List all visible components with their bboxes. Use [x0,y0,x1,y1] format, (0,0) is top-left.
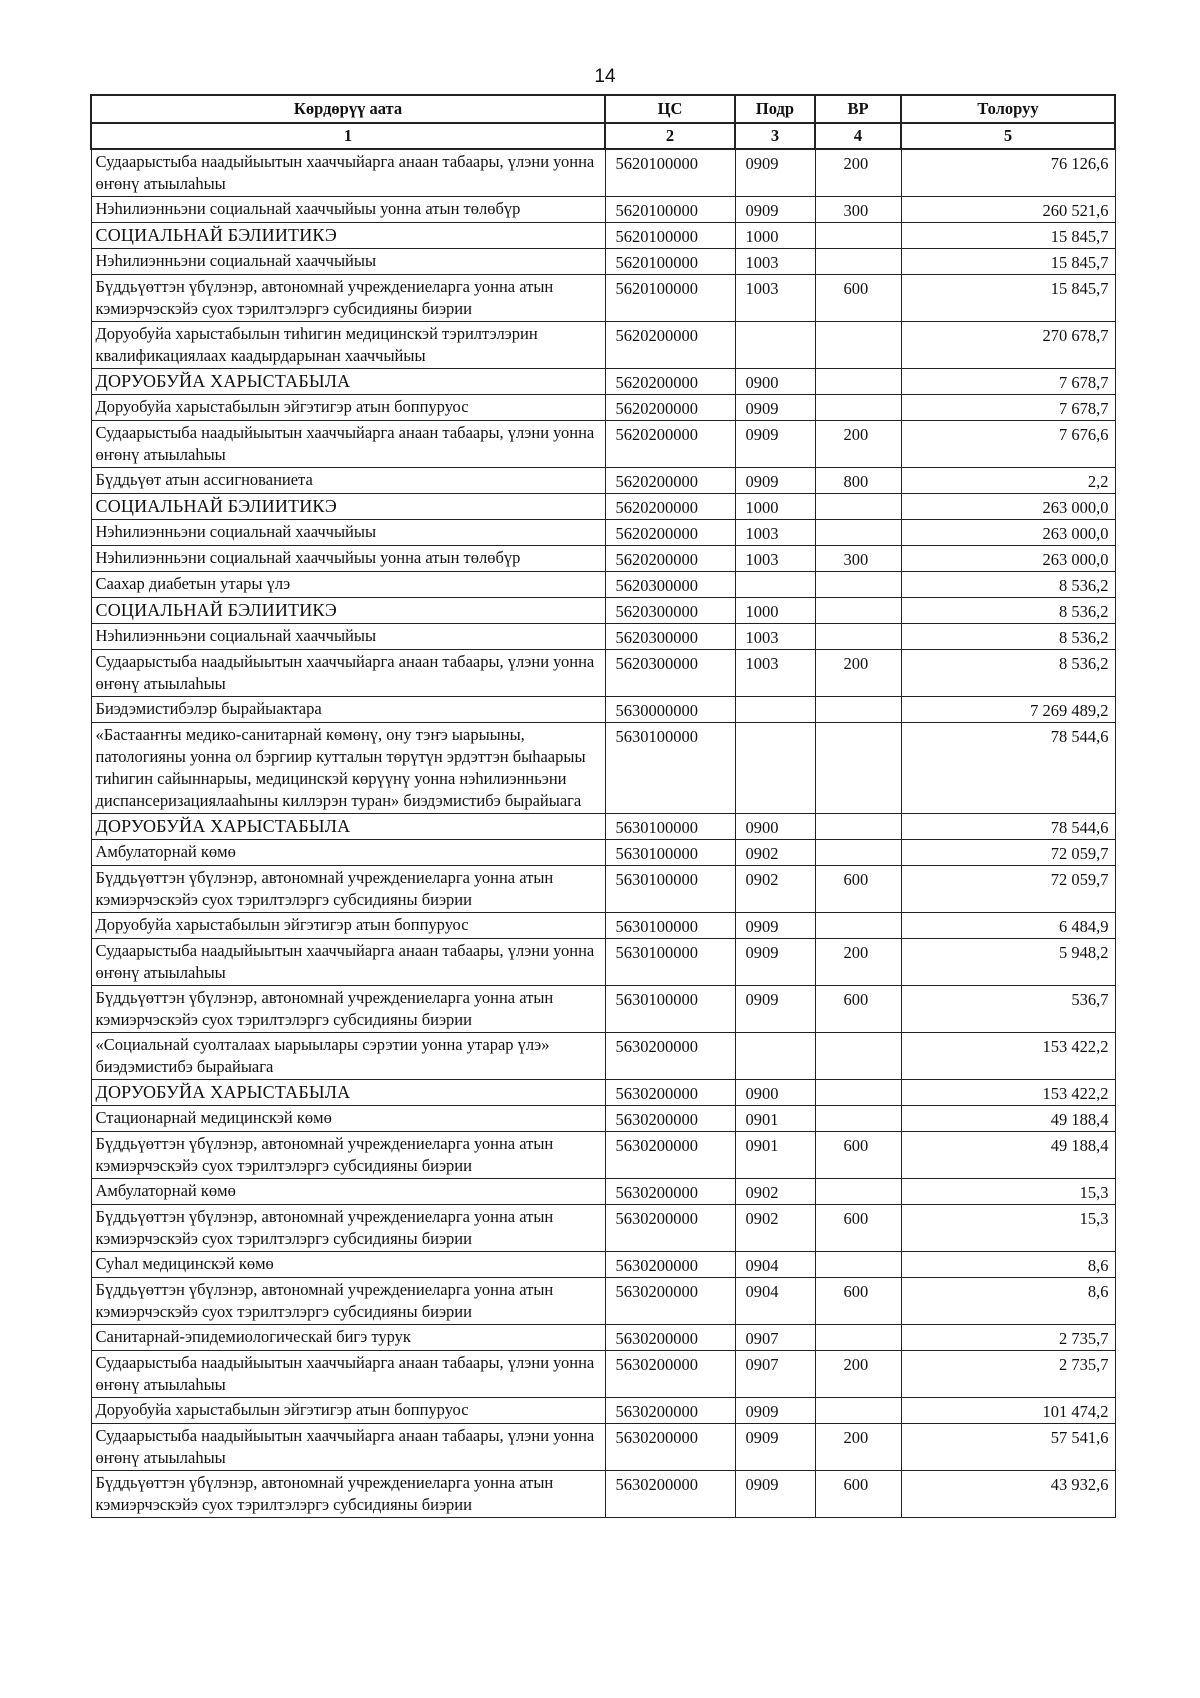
row-vr-cell: 300 [815,546,901,572]
row-name-cell: Судаарыстыба наадыйыытын хааччыйарга анаан табаары, үлэни уонна өҥөнү атыылаһыы [91,1424,605,1471]
row-podr-cell: 1003 [735,624,815,650]
row-name-cell: ДОРУОБУЙА ХАРЫСТАБЫЛА [91,1080,605,1106]
table-body [91,149,1115,1518]
row-total-cell: 72 059,7 [901,840,1115,866]
row-name-cell: ДОРУОБУЙА ХАРЫСТАБЫЛА [91,369,605,395]
table-row [91,723,1115,814]
row-podr-cell: 1000 [735,494,815,520]
row-total-cell: 15,3 [901,1205,1115,1252]
table-row [91,546,1115,572]
row-vr-cell [815,1033,901,1080]
row-podr-cell: 0909 [735,913,815,939]
row-name-cell: Амбулаторнай көмө [91,1179,605,1205]
row-total-cell: 8,6 [901,1278,1115,1325]
row-cs-cell: 5620100000 [605,197,735,223]
row-total-cell: 263 000,0 [901,546,1115,572]
row-cs-cell: 5630000000 [605,697,735,723]
row-podr-cell: 0900 [735,369,815,395]
row-cs-cell: 5620300000 [605,598,735,624]
table-row [91,986,1115,1033]
row-total-cell: 49 188,4 [901,1106,1115,1132]
row-name-cell: СОЦИАЛЬНАЙ БЭЛИИТИКЭ [91,598,605,624]
table-row [91,697,1115,723]
table-row [91,913,1115,939]
row-cs-cell: 5630200000 [605,1398,735,1424]
row-cs-cell: 5630200000 [605,1471,735,1518]
row-name-cell: Судаарыстыба наадыйыытын хааччыйарга анаан табаары, үлэни уонна өҥөнү атыылаһыы [91,421,605,468]
page-number: 14 [594,66,616,87]
row-cs-cell: 5620200000 [605,546,735,572]
row-cs-cell: 5630200000 [605,1080,735,1106]
row-vr-cell: 300 [815,197,901,223]
table-row [91,650,1115,697]
row-total-cell: 7 678,7 [901,369,1115,395]
row-vr-cell [815,697,901,723]
row-total-cell: 2,2 [901,468,1115,494]
row-cs-cell: 5620100000 [605,249,735,275]
row-cs-cell: 5620200000 [605,421,735,468]
row-name-cell: Нэһилиэнньэни социальнай хааччыйыы уонна атын төлөбүр [91,546,605,572]
row-total-cell: 8 536,2 [901,650,1115,697]
header-total: Толоруу [901,95,1115,123]
row-vr-cell [815,624,901,650]
row-total-cell: 15,3 [901,1179,1115,1205]
row-name-cell: Суһал медицинскэй көмө [91,1252,605,1278]
row-podr-cell: 0909 [735,395,815,421]
row-name-cell: «Бастааҥҥы медико-санитарнай көмөнү, ону тэҥэ ыарыыны, патологияны уонна ол бэргиир кутталын төрүтүн эрдэттэн быһаарыы тиһигин сайыннарыы, медицинскэй көрүүнү уонна нэһилиэнньэни диспансеризациялааһыны киллэрэн туран» биэдэмистибэ бырайыага [91,723,605,814]
column-number: 3 [735,123,815,149]
row-cs-cell: 5630200000 [605,1252,735,1278]
table-row [91,840,1115,866]
row-vr-cell [815,1325,901,1351]
row-vr-cell [815,840,901,866]
row-vr-cell [815,322,901,369]
row-vr-cell: 600 [815,1278,901,1325]
row-cs-cell: 5630100000 [605,986,735,1033]
row-vr-cell: 600 [815,986,901,1033]
row-vr-cell: 200 [815,421,901,468]
row-name-cell: Нэһилиэнньэни социальнай хааччыйыы [91,624,605,650]
header-vr: ВР [815,95,901,123]
row-podr-cell: 0909 [735,197,815,223]
row-total-cell: 15 845,7 [901,223,1115,249]
row-name-cell: Бүддьүөттэн үбүлэнэр, автономнай учреждениеларга уонна атын кэмиэрчэскэйэ суох тэрилтэлэргэ субсидияны биэрии [91,1471,605,1518]
row-vr-cell: 200 [815,650,901,697]
row-vr-cell: 600 [815,866,901,913]
row-vr-cell: 200 [815,149,901,197]
row-podr-cell: 0909 [735,468,815,494]
table-row [91,1325,1115,1351]
row-name-cell: ДОРУОБУЙА ХАРЫСТАБЫЛА [91,814,605,840]
row-vr-cell [815,494,901,520]
row-vr-cell [815,1106,901,1132]
column-number-row [91,123,1115,149]
row-vr-cell [815,598,901,624]
row-cs-cell: 5620300000 [605,624,735,650]
header-name: Көрдөрүү аата [91,95,605,123]
table-row [91,468,1115,494]
row-cs-cell: 5620300000 [605,650,735,697]
row-total-cell: 6 484,9 [901,913,1115,939]
row-podr-cell: 1000 [735,598,815,624]
row-total-cell: 15 845,7 [901,275,1115,322]
row-cs-cell: 5630200000 [605,1278,735,1325]
row-name-cell: Бүддьүөттэн үбүлэнэр, автономнай учреждениеларга уонна атын кэмиэрчэскэйэ суох тэрилтэлэргэ субсидияны биэрии [91,986,605,1033]
row-vr-cell [815,1252,901,1278]
row-vr-cell: 600 [815,1205,901,1252]
row-podr-cell: 0907 [735,1351,815,1398]
row-name-cell: Нэһилиэнньэни социальнай хааччыйыы [91,249,605,275]
table-row [91,149,1115,197]
table-row [91,1252,1115,1278]
row-cs-cell: 5620200000 [605,395,735,421]
row-total-cell: 8 536,2 [901,624,1115,650]
row-name-cell: Судаарыстыба наадыйыытын хааччыйарга анаан табаары, үлэни уонна өҥөнү атыылаһыы [91,149,605,197]
table-row [91,1179,1115,1205]
row-vr-cell [815,520,901,546]
table-row [91,520,1115,546]
row-name-cell: Доруобуйа харыстабылын эйгэтигэр атын боппуруос [91,1398,605,1424]
row-podr-cell: 0902 [735,840,815,866]
row-cs-cell: 5630100000 [605,814,735,840]
row-name-cell: Амбулаторнай көмө [91,840,605,866]
row-cs-cell: 5620100000 [605,223,735,249]
row-vr-cell: 600 [815,1132,901,1179]
row-name-cell: Бүддьүөттэн үбүлэнэр, автономнай учреждениеларга уонна атын кэмиэрчэскэйэ суох тэрилтэлэргэ субсидияны биэрии [91,1205,605,1252]
table-row [91,1398,1115,1424]
row-total-cell: 7 269 489,2 [901,697,1115,723]
table-row [91,1080,1115,1106]
table-row [91,1278,1115,1325]
row-cs-cell: 5620300000 [605,572,735,598]
table-row [91,572,1115,598]
table-row [91,814,1115,840]
row-podr-cell [735,697,815,723]
row-podr-cell: 0902 [735,1205,815,1252]
table-row [91,223,1115,249]
row-total-cell: 72 059,7 [901,866,1115,913]
row-cs-cell: 5620100000 [605,149,735,197]
row-cs-cell: 5620100000 [605,275,735,322]
column-number: 5 [901,123,1115,149]
row-podr-cell: 0909 [735,939,815,986]
row-podr-cell: 0901 [735,1132,815,1179]
row-total-cell: 7 678,7 [901,395,1115,421]
table-row [91,1424,1115,1471]
row-podr-cell: 1003 [735,546,815,572]
table-row [91,275,1115,322]
row-cs-cell: 5620200000 [605,322,735,369]
row-name-cell: Бүддьүөт атын ассигнованиета [91,468,605,494]
row-podr-cell: 0902 [735,866,815,913]
row-vr-cell [815,249,901,275]
row-name-cell: Бүддьүөттэн үбүлэнэр, автономнай учреждениеларга уонна атын кэмиэрчэскэйэ суох тэрилтэлэргэ субсидияны биэрии [91,1278,605,1325]
row-name-cell: Бүддьүөттэн үбүлэнэр, автономнай учреждениеларга уонна атын кэмиэрчэскэйэ суох тэрилтэлэргэ субсидияны биэрии [91,275,605,322]
column-number: 2 [605,123,735,149]
row-podr-cell [735,1033,815,1080]
row-vr-cell: 200 [815,1351,901,1398]
row-total-cell: 7 676,6 [901,421,1115,468]
row-podr-cell: 0909 [735,986,815,1033]
row-total-cell: 8,6 [901,1252,1115,1278]
table-row [91,939,1115,986]
column-number: 1 [91,123,605,149]
row-vr-cell [815,723,901,814]
table-row [91,1471,1115,1518]
row-cs-cell: 5630100000 [605,723,735,814]
row-podr-cell: 0904 [735,1278,815,1325]
row-cs-cell: 5630200000 [605,1325,735,1351]
row-cs-cell: 5630200000 [605,1033,735,1080]
row-podr-cell: 0902 [735,1179,815,1205]
row-total-cell: 2 735,7 [901,1351,1115,1398]
row-vr-cell: 200 [815,1424,901,1471]
row-name-cell: Нэһилиэнньэни социальнай хааччыйыы [91,520,605,546]
row-cs-cell: 5620200000 [605,494,735,520]
row-name-cell: Санитарнай-эпидемиологическай бигэ турук [91,1325,605,1351]
row-podr-cell: 0909 [735,1424,815,1471]
row-vr-cell [815,913,901,939]
row-podr-cell: 1003 [735,249,815,275]
row-name-cell: Нэһилиэнньэни социальнай хааччыйыы уонна атын төлөбүр [91,197,605,223]
row-cs-cell: 5630200000 [605,1205,735,1252]
row-name-cell: Доруобуйа харыстабылын эйгэтигэр атын боппуруос [91,913,605,939]
row-podr-cell [735,572,815,598]
row-total-cell: 49 188,4 [901,1132,1115,1179]
row-name-cell: Стационарнай медицинскэй көмө [91,1106,605,1132]
row-vr-cell [815,395,901,421]
row-name-cell: Саахар диабетын утары үлэ [91,572,605,598]
row-podr-cell: 0900 [735,1080,815,1106]
row-name-cell: Судаарыстыба наадыйыытын хааччыйарга анаан табаары, үлэни уонна өҥөнү атыылаһыы [91,939,605,986]
row-name-cell: Судаарыстыба наадыйыытын хааччыйарга анаан табаары, үлэни уонна өҥөнү атыылаһыы [91,1351,605,1398]
row-cs-cell: 5630200000 [605,1179,735,1205]
row-total-cell: 153 422,2 [901,1033,1115,1080]
row-cs-cell: 5630100000 [605,840,735,866]
row-total-cell: 536,7 [901,986,1115,1033]
row-total-cell: 78 544,6 [901,723,1115,814]
row-total-cell: 5 948,2 [901,939,1115,986]
header-cs: ЦС [605,95,735,123]
row-total-cell: 153 422,2 [901,1080,1115,1106]
table-row [91,1132,1115,1179]
row-vr-cell [815,814,901,840]
row-podr-cell: 0901 [735,1106,815,1132]
table-row [91,322,1115,369]
row-total-cell: 43 932,6 [901,1471,1115,1518]
table-row [91,197,1115,223]
table-row [91,598,1115,624]
row-total-cell: 263 000,0 [901,520,1115,546]
row-cs-cell: 5630200000 [605,1424,735,1471]
table-row [91,1205,1115,1252]
row-name-cell: «Социальнай суолталаах ыарыылары сэрэтии уонна утарар үлэ» биэдэмистибэ бырайыага [91,1033,605,1080]
row-name-cell: Судаарыстыба наадыйыытын хааччыйарга анаан табаары, үлэни уонна өҥөнү атыылаһыы [91,650,605,697]
row-vr-cell [815,1080,901,1106]
row-total-cell: 101 474,2 [901,1398,1115,1424]
row-podr-cell [735,723,815,814]
row-podr-cell: 0900 [735,814,815,840]
budget-table [90,94,1116,1518]
table-row [91,494,1115,520]
table-row [91,1351,1115,1398]
table-row [91,421,1115,468]
header-row [91,95,1115,123]
row-podr-cell: 0909 [735,1398,815,1424]
row-podr-cell: 1003 [735,650,815,697]
row-vr-cell: 800 [815,468,901,494]
table-row [91,249,1115,275]
row-vr-cell: 600 [815,1471,901,1518]
row-name-cell: СОЦИАЛЬНАЙ БЭЛИИТИКЭ [91,223,605,249]
row-podr-cell: 1000 [735,223,815,249]
table-row [91,1106,1115,1132]
row-name-cell: Биэдэмистибэлэр бырайыактара [91,697,605,723]
row-name-cell: СОЦИАЛЬНАЙ БЭЛИИТИКЭ [91,494,605,520]
row-cs-cell: 5630100000 [605,939,735,986]
header-podr: Подр [735,95,815,123]
row-vr-cell: 200 [815,939,901,986]
row-name-cell: Доруобуйа харыстабылын эйгэтигэр атын боппуруос [91,395,605,421]
row-cs-cell: 5630200000 [605,1132,735,1179]
row-total-cell: 78 544,6 [901,814,1115,840]
row-name-cell: Бүддьүөттэн үбүлэнэр, автономнай учреждениеларга уонна атын кэмиэрчэскэйэ суох тэрилтэлэргэ субсидияны биэрии [91,866,605,913]
row-cs-cell: 5630200000 [605,1351,735,1398]
row-podr-cell: 0909 [735,1471,815,1518]
table-row [91,624,1115,650]
row-vr-cell [815,1179,901,1205]
row-total-cell: 57 541,6 [901,1424,1115,1471]
row-cs-cell: 5620200000 [605,468,735,494]
row-vr-cell [815,223,901,249]
column-number: 4 [815,123,901,149]
row-vr-cell [815,369,901,395]
row-podr-cell: 0909 [735,421,815,468]
table-row [91,1033,1115,1080]
row-name-cell: Доруобуйа харыстабылын тиһигин медицинскэй тэрилтэлэрин квалификациялаах каадырдарынан хааччыйыы [91,322,605,369]
row-cs-cell: 5620200000 [605,369,735,395]
table-row [91,866,1115,913]
row-podr-cell: 0904 [735,1252,815,1278]
row-total-cell: 2 735,7 [901,1325,1115,1351]
row-name-cell: Бүддьүөттэн үбүлэнэр, автономнай учреждениеларга уонна атын кэмиэрчэскэйэ суох тэрилтэлэргэ субсидияны биэрии [91,1132,605,1179]
row-total-cell: 8 536,2 [901,598,1115,624]
row-podr-cell: 0907 [735,1325,815,1351]
row-podr-cell: 0909 [735,149,815,197]
row-total-cell: 15 845,7 [901,249,1115,275]
row-total-cell: 76 126,6 [901,149,1115,197]
table-row [91,395,1115,421]
row-cs-cell: 5630100000 [605,913,735,939]
row-total-cell: 8 536,2 [901,572,1115,598]
row-cs-cell: 5630100000 [605,866,735,913]
row-podr-cell [735,322,815,369]
row-cs-cell: 5630200000 [605,1106,735,1132]
row-vr-cell: 600 [815,275,901,322]
row-cs-cell: 5620200000 [605,520,735,546]
row-total-cell: 260 521,6 [901,197,1115,223]
row-vr-cell [815,572,901,598]
table-row [91,369,1115,395]
row-vr-cell [815,1398,901,1424]
row-total-cell: 270 678,7 [901,322,1115,369]
row-podr-cell: 1003 [735,520,815,546]
row-podr-cell: 1003 [735,275,815,322]
row-total-cell: 263 000,0 [901,494,1115,520]
